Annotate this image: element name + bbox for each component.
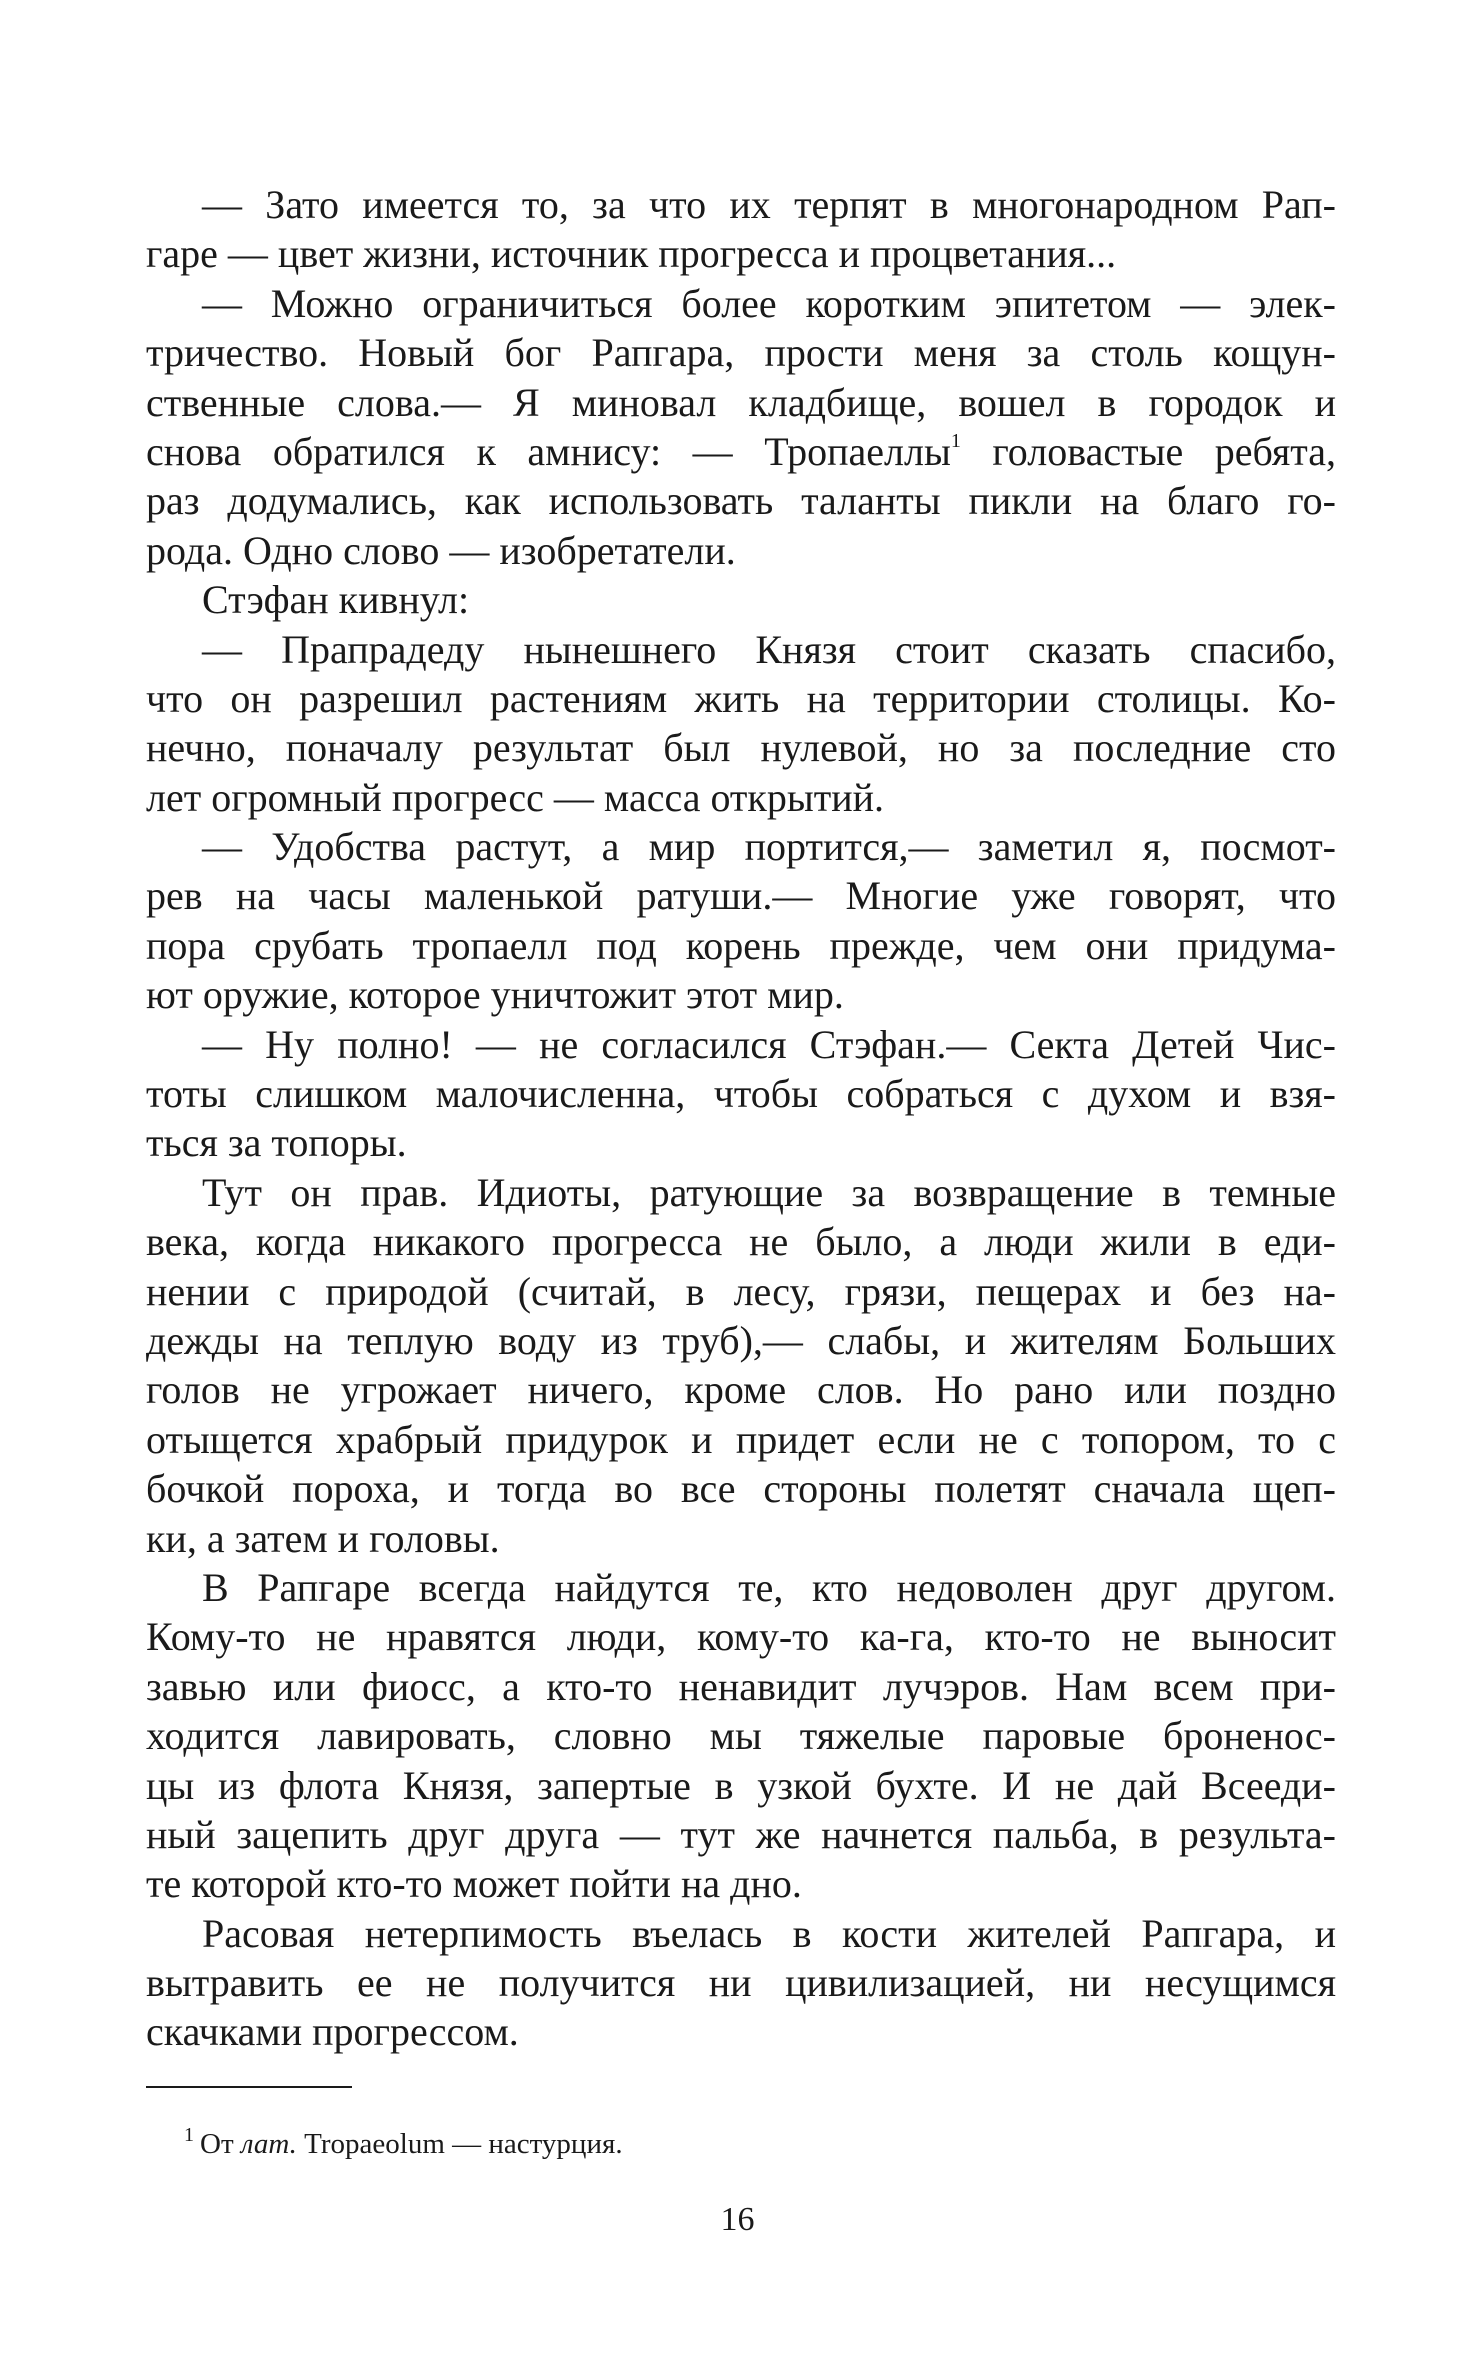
text-line: скачками прогрессом. [146,2009,519,2055]
footnote-abbreviation: лат. [240,2128,297,2160]
text-line: нении с природой (считай, в лесу, грязи, пещерах и без на- [146,1268,1336,1314]
footnote-prefix: От [200,2128,241,2160]
text-line: бочкой пороха, и тогда во все стороны полетят сначала щеп- [146,1466,1336,1512]
text-line: Кому-то не нравятся люди, кому-то ка-га, кто-то не выносит [146,1614,1336,1660]
text-line: Стэфан кивнул: [202,577,470,623]
text-line: лет огромный прогресс — масса открытий. [146,774,885,820]
text-line: ки, а затем и головы. [146,1515,500,1561]
text-line: завью или фиосс, а кто-то ненавидит лучэров. Нам всем при- [146,1663,1336,1709]
text-line: ный зацепить друг друга — тут же начнется пальба, в результа- [146,1811,1336,1857]
text-line: пора срубать тропаелл под корень прежде, чем они придума- [146,922,1336,968]
text-line: — Можно ограничиться более коротким эпитетом — элек- [202,280,1336,326]
text-line: рода. Одно слово — изобретатели. [146,527,736,573]
footnote-text: Tropaeolum — настурция. [296,2128,623,2160]
text-line: — Ну полно! — не согласился Стэфан.— Секта Детей Чис- [202,1021,1336,1067]
page-number: 16 [720,2201,755,2238]
text-line: ственные слова.— Я миновал кладбище, вошел в городок и [146,379,1336,425]
text-line: раз додумались, как использовать таланты пикли на благо го- [146,478,1336,524]
text-line-with-footnote-ref [146,427,1336,476]
text-line: те которой кто-то может пойти на дно. [146,1861,802,1907]
body-text [146,180,1336,2057]
text-segment: головастые ребята, [960,428,1336,474]
text-line: тоты слишком малочисленна, чтобы собраться с духом и взя- [146,1071,1336,1117]
text-line: гаре — цвет жизни, источник прогресса и процветания... [146,231,1117,277]
text-line: цы из флота Князя, запертые в узкой бухте. И не дай Всееди- [146,1762,1336,1808]
text-segment: снова обратился к амнису: — Тропаеллы [146,428,951,474]
footnote-reference: 1 [950,429,961,452]
text-line: дежды на теплую воду из труб),— слабы, и жителям Больших [146,1317,1336,1363]
footnote [184,2124,623,2164]
footnote-divider [146,2086,352,2088]
text-line: ходится лавировать, словно мы тяжелые паровые броненос- [146,1713,1336,1759]
text-line: нечно, поначалу результат был нулевой, но за последние сто [146,725,1336,771]
footnote-mark: 1 [184,2124,194,2146]
text-line: ться за топоры. [146,1120,407,1166]
text-line: ют оружие, которое уничтожит этот мир. [146,972,844,1018]
text-line: вытравить ее не получится ни цивилизацией, ни несущимся [146,1960,1336,2006]
text-line: — Удобства растут, а мир портится,— заметил я, посмот- [202,824,1336,870]
text-line: что он разрешил растениям жить на территории столицы. Ко- [146,675,1336,721]
text-line: — Прапрадеду нынешнего Князя стоит сказать спасибо, [202,626,1336,672]
text-line: голов не угрожает ничего, кроме слов. Но рано или поздно [146,1367,1336,1413]
text-line: рев на часы маленькой ратуши.— Многие уже говорят, что [146,873,1336,919]
text-line: — Зато имеется то, за что их терпят в многонародном Рап- [202,182,1336,227]
text-line: века, когда никакого прогресса не было, а люди жили в еди- [146,1219,1336,1265]
text-line: отыщется храбрый придурок и придет если не с топором, то с [146,1416,1336,1462]
text-line: В Рапгаре всегда найдутся те, кто недоволен друг другом. [202,1564,1336,1610]
text-line: тричество. Новый бог Рапгара, прости меня за столь кощун- [146,330,1336,376]
text-line: Расовая нетерпимость въелась в кости жителей Рапгара, и [202,1910,1336,1956]
text-line: Тут он прав. Идиоты, ратующие за возвращение в темные [202,1169,1336,1215]
